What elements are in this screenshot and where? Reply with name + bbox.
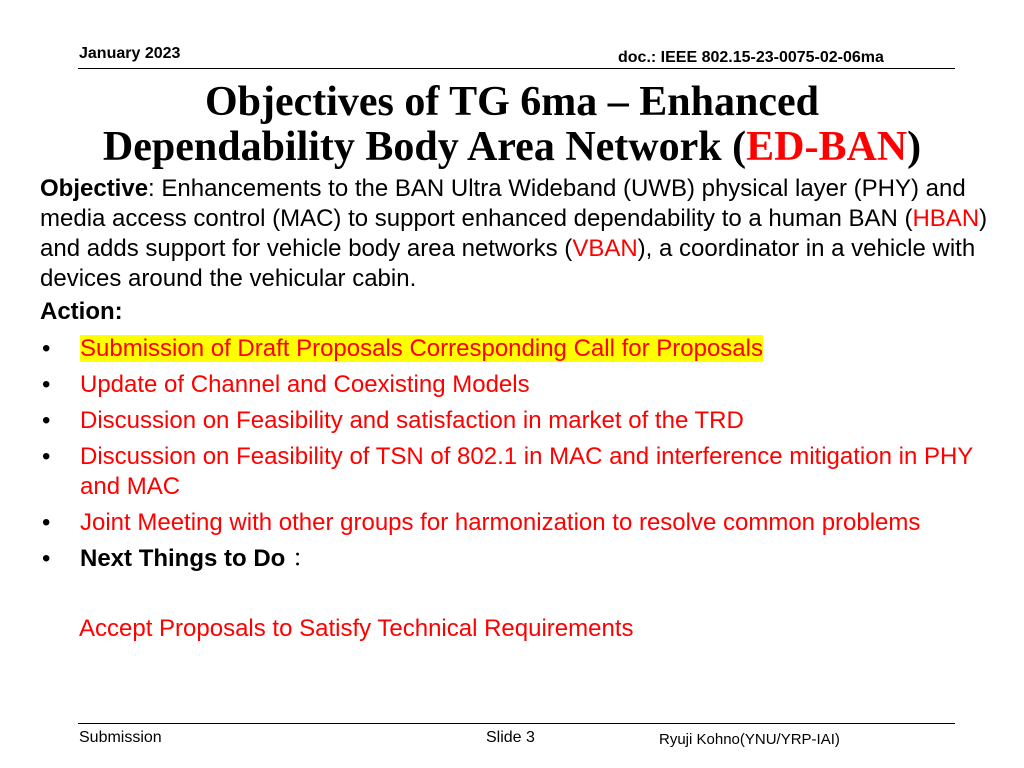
title-suffix: ) (907, 124, 922, 170)
action-list (40, 334, 980, 580)
action-item-2: Update of Channel and Coexisting Models (80, 371, 530, 398)
bullet-icon: • (42, 443, 51, 470)
next-things-label: Next Things to Do (80, 545, 286, 572)
bullet-icon: • (42, 407, 51, 434)
action-label: Action: (40, 298, 123, 325)
list-item (40, 334, 980, 364)
action-item-5: Joint Meeting with other groups for harmonization to resolve common problems (80, 509, 921, 536)
header-date: January 2023 (79, 45, 181, 62)
header-doc-id: doc.: IEEE 802.15-23-0075-02-06ma (618, 49, 884, 66)
title-line-2 (40, 125, 984, 170)
list-item (40, 544, 980, 574)
objective-paragraph (40, 174, 1000, 294)
footer-submission: Submission (79, 729, 162, 746)
title-ed-ban: ED-BAN (746, 124, 908, 170)
objective-text-1: : Enhancements to the BAN Ultra Wideband (UWB) physical layer (PHY) and media access control (MAC) to support enhanced dependability to a human BAN ( (40, 175, 966, 232)
list-item (40, 406, 980, 436)
objective-text-3: ), a coordinator in a vehicle with devices around the vehicular cabin. (40, 235, 976, 292)
header-divider (78, 68, 955, 69)
action-item-3: Discussion on Feasibility and satisfaction in market of the TRD (80, 407, 744, 434)
bullet-icon: • (42, 545, 51, 572)
footer-slide-number: Slide 3 (486, 729, 535, 746)
objective-label: Objective (40, 175, 149, 202)
bullet-icon: • (42, 371, 51, 398)
next-things-item: Accept Proposals to Satisfy Technical Requirements (79, 615, 634, 642)
list-item (40, 370, 980, 400)
list-item (40, 508, 980, 538)
action-item-1: Submission of Draft Proposals Corresponding Call for Proposals (80, 335, 763, 362)
footer-author: Ryuji Kohno(YNU/YRP-IAI) (659, 731, 840, 748)
list-item (40, 442, 980, 502)
title-prefix: Dependability Body Area Network ( (102, 124, 747, 170)
objective-text-2: ) and adds support for vehicle body area networks ( (40, 205, 988, 262)
next-things-colon: ： (292, 545, 316, 572)
title-line-1: Objectives of TG 6ma – Enhanced (204, 79, 820, 125)
slide-title (40, 80, 984, 170)
bullet-icon: • (42, 509, 51, 536)
action-item-4: Discussion on Feasibility of TSN of 802.1 in MAC and interference mitigation in PHY and MAC (80, 443, 973, 500)
bullet-icon: • (42, 335, 51, 362)
footer-divider (78, 723, 955, 724)
objective-hban: HBAN (912, 205, 980, 232)
objective-vban: VBAN (572, 235, 638, 262)
